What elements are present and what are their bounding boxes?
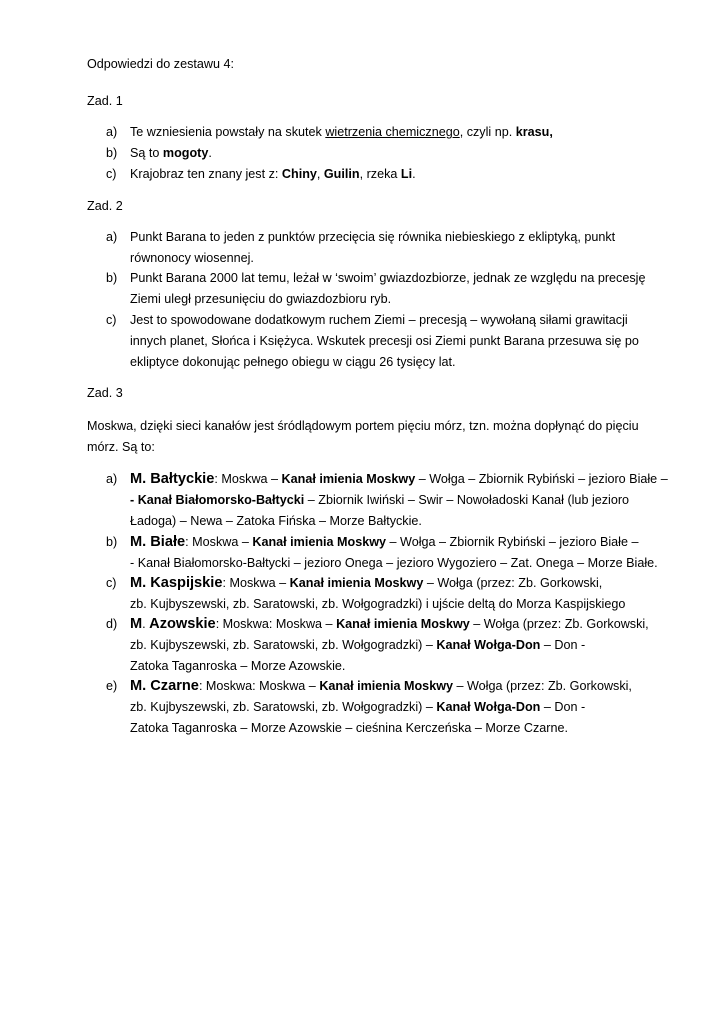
list-item-line: M. Azowskie: Moskwa: Moskwa – Kanał imienia Moskwy – Wołga (przez: Zb. Gorkowski, (130, 616, 649, 632)
list-marker: c) (106, 576, 117, 590)
section-title-zad1: Zad. 1 (87, 94, 123, 108)
list-marker: b) (106, 535, 118, 549)
list-item-line: Ładoga) – Newa – Zatoka Fińska – Morze Bałtyckie. (130, 514, 422, 528)
section-title-zad3: Zad. 3 (87, 386, 123, 400)
list-item-line: M. Bałtyckie: Moskwa – Kanał imienia Moskwy – Wołga – Zbiornik Rybiński – jezioro Białe – (130, 471, 668, 487)
paragraph-line: mórz. Są to: (87, 440, 155, 454)
list-item-line: Punkt Barana to jeden z punktów przecięcia się równika niebieskiego z ekliptyką, punkt (130, 230, 616, 244)
list-item-line: - Kanał Białomorsko-Bałtycki – jezioro Onega – jezioro Wygoziero – Zat. Onega – Morze Białe. (130, 556, 658, 570)
list-item-text: Krajobraz ten znany jest z: Chiny, Guilin, rzeka Li. (130, 167, 416, 181)
list-item-line: zb. Kujbyszewski, zb. Saratowski, zb. Wołgogradzki) – Kanał Wołga-Don – Don - (130, 638, 586, 652)
list-item-line: Zatoka Taganroska – Morze Azowskie. (130, 659, 346, 673)
list-item-line: Ziemi uległ przesunięciu do gwiazdozbioru ryb. (130, 292, 392, 306)
list-marker: b) (106, 146, 118, 160)
paragraph-line: Moskwa, dzięki sieci kanałów jest śródlądowym portem pięciu mórz, tzn. można dopłynąć do pięciu (87, 419, 639, 433)
list-item-line: - Kanał Białomorsko-Bałtycki – Zbiornik Iwiński – Swir – Nowoładoski Kanał (lub jezioro (130, 493, 630, 507)
list-item-line: równonocy wiosennej. (130, 251, 254, 265)
list-item-line: M. Białe: Moskwa – Kanał imienia Moskwy – Wołga – Zbiornik Rybiński – jezioro Białe – (130, 534, 639, 550)
list-item-line: ekliptyce dokonując pełnego obiegu w ciągu 26 tysięcy lat. (130, 355, 456, 369)
list-marker: b) (106, 271, 118, 285)
section-title-zad2: Zad. 2 (87, 199, 123, 213)
list-item-text: Te wzniesienia powstały na skutek wietrzenia chemicznego, czyli np. krasu, (130, 125, 553, 139)
list-item-text: Są to mogoty. (130, 146, 212, 160)
list-item-line: M. Kaspijskie: Moskwa – Kanał imienia Moskwy – Wołga (przez: Zb. Gorkowski, (130, 575, 603, 591)
list-marker: a) (106, 472, 118, 486)
list-marker: d) (106, 617, 118, 631)
list-item-line: Zatoka Taganroska – Morze Azowskie – cieśnina Kerczeńska – Morze Czarne. (130, 721, 568, 735)
list-marker: a) (106, 125, 118, 139)
list-item-line: innych planet, Słońca i Księżyca. Wskutek precesji osi Ziemi punkt Barana przesuwa się po (130, 334, 639, 348)
list-item-line: Punkt Barana 2000 lat temu, leżał w ‘swoim’ gwiazdozbiorze, jednak ze względu na precesję (130, 271, 646, 285)
list-marker: a) (106, 230, 118, 244)
list-marker: c) (106, 167, 117, 181)
list-item-line: zb. Kujbyszewski, zb. Saratowski, zb. Wołgogradzki) i ujście deltą do Morza Kaspijskiego (130, 597, 626, 611)
document-heading: Odpowiedzi do zestawu 4: (87, 57, 235, 71)
list-item-line: Jest to spowodowane dodatkowym ruchem Ziemi – precesją – wywołaną siłami grawitacji (130, 313, 628, 327)
list-item-line: M. Czarne: Moskwa: Moskwa – Kanał imienia Moskwy – Wołga (przez: Zb. Gorkowski, (130, 678, 632, 694)
list-marker: c) (106, 313, 117, 327)
list-marker: e) (106, 679, 118, 693)
list-item-line: zb. Kujbyszewski, zb. Saratowski, zb. Wołgogradzki) – Kanał Wołga-Don – Don - (130, 700, 586, 714)
